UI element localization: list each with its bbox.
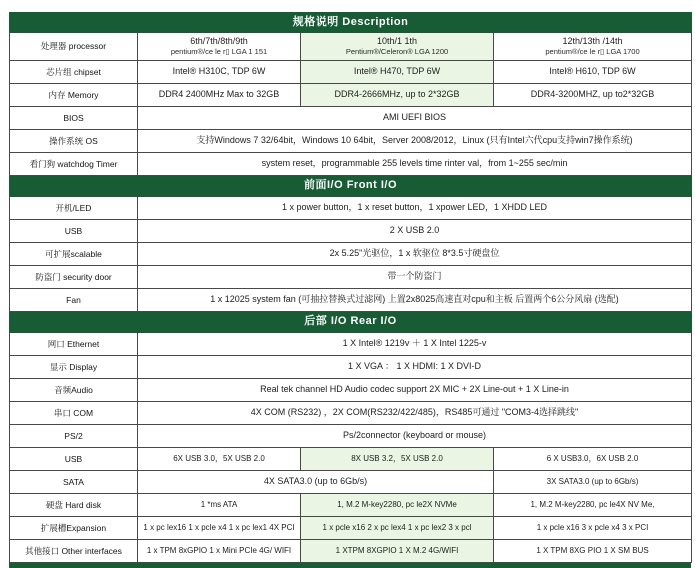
row-label-security-door: 防盗门 security door bbox=[10, 266, 138, 289]
row-label-power-led: 开机/LED bbox=[10, 197, 138, 220]
row-usb-rear bbox=[10, 448, 692, 471]
expansion-col2-cell: 1 x pcle x16 2 x pc lex4 1 x pc lex2 3 x pcl bbox=[301, 517, 494, 540]
row-label-chipset: 芯片组 chipset bbox=[10, 61, 138, 84]
row-expansion bbox=[10, 517, 692, 540]
usb-rear-col3-cell: 6 X USB3.0，6X USB 2.0 bbox=[494, 448, 692, 471]
row-label-audio: 音频Audio bbox=[10, 379, 138, 402]
row-label-sata: SATA bbox=[10, 471, 138, 494]
processor-gen10-line2: Pentium®/Celeron® LGA 1200 bbox=[345, 47, 449, 57]
row-label-expansion: 扩展槽Expansion bbox=[10, 517, 138, 540]
ethernet-value-cell: 1 X Intel® 1219v ＋ 1 X Intel 1225-v bbox=[138, 333, 692, 356]
bios-value-cell: AMI UEFI BIOS bbox=[138, 107, 692, 130]
row-scalable bbox=[10, 243, 692, 266]
processor-gen8-line1: 6th/7th/8th/9th bbox=[190, 36, 248, 47]
row-label-ps2: PS/2 bbox=[10, 425, 138, 448]
expansion-col1-cell: 1 x pc lex16 1 x pcle x4 1 x pc lex1 4X PCI bbox=[138, 517, 301, 540]
row-security-door bbox=[10, 266, 692, 289]
row-label-memory: 内存 Memory bbox=[10, 84, 138, 107]
display-value-cell: 1 X VGA ： 1 X HDMI: 1 X DVI-D bbox=[138, 356, 692, 379]
row-label-os: 操作系统 OS bbox=[10, 130, 138, 153]
row-label-com: 串口 COM bbox=[10, 402, 138, 425]
memory-ddr4-2400-cell: DDR4 2400MHz Max to 32GB bbox=[138, 84, 301, 107]
row-label-usb-rear: USB bbox=[10, 448, 138, 471]
row-label-processor: 处理器 processor bbox=[10, 33, 138, 61]
processor-gen12-line1: 12th/13th /14th bbox=[562, 36, 623, 47]
chipset-h610-cell: Intel® H610, TDP 6W bbox=[494, 61, 692, 84]
front-io-section-header: 前面I/O Front I/O bbox=[10, 176, 692, 197]
row-audio bbox=[10, 379, 692, 402]
row-other-interfaces bbox=[10, 540, 692, 563]
processor-gen10-cell bbox=[301, 33, 494, 61]
row-label-bios: BIOS bbox=[10, 107, 138, 130]
row-power-led bbox=[10, 197, 692, 220]
hard-disk-col3-cell: 1, M.2 M-key2280, pc le4X NV Me, bbox=[494, 494, 692, 517]
table-title: 规格说明 Description bbox=[10, 13, 692, 33]
row-ps2 bbox=[10, 425, 692, 448]
expansion-col3-cell: 1 x pcle x16 3 x pcle x4 3 x PCI bbox=[494, 517, 692, 540]
row-chipset bbox=[10, 61, 692, 84]
row-label-display: 显示 Display bbox=[10, 356, 138, 379]
hard-disk-col2-cell: 1, M.2 M-key2280, pc le2X NVMe bbox=[301, 494, 494, 517]
row-label-ethernet: 网口 Ethernet bbox=[10, 333, 138, 356]
spec-table bbox=[9, 12, 692, 563]
row-label-fan: Fan bbox=[10, 289, 138, 312]
ps2-value-cell: Ps/2connector (keyboard or mouse) bbox=[138, 425, 692, 448]
row-display bbox=[10, 356, 692, 379]
other-interfaces-col2-cell: 1 XTPM 8XGPIO 1 X M.2 4G/WIFI bbox=[301, 540, 494, 563]
os-value-cell: 支持Windows 7 32/64bit，Windows 10 64bit，Server 2008/2012，Linux (只有Intel六代cpu支持win7操作系统) bbox=[138, 130, 692, 153]
sata-col12-cell: 4X SATA3.0 (up to 6Gb/s) bbox=[138, 471, 494, 494]
rear-io-section-header: 后部 I/O Rear I/O bbox=[10, 312, 692, 333]
hard-disk-col1-cell: 1 *ms ATA bbox=[138, 494, 301, 517]
row-usb-front bbox=[10, 220, 692, 243]
other-interfaces-col1-cell: 1 x TPM 8xGPIO 1 x Mini PCIe 4G/ WIFI bbox=[138, 540, 301, 563]
usb-front-value-cell: 2 X USB 2.0 bbox=[138, 220, 692, 243]
audio-value-cell: Real tek channel HD Audio codec support 2X MIC + 2X Line-out + 1 X Line-in bbox=[138, 379, 692, 402]
processor-gen8-line2: pentium®/ce le r▯ LGA 1 151 bbox=[170, 47, 268, 57]
row-com bbox=[10, 402, 692, 425]
chipset-h470-cell: Intel® H470, TDP 6W bbox=[301, 61, 494, 84]
fan-value-cell: 1 x 12025 system fan (可抽拉替换式过滤网) 上置2x8025高速直对cpu和主板 后置两个6公分风扇 (选配) bbox=[138, 289, 692, 312]
other-interfaces-col3-cell: 1 X TPM 8XG PIO 1 X SM BUS bbox=[494, 540, 692, 563]
sata-col3-cell: 3X SATA3.0 (up to 6Gb/s) bbox=[494, 471, 692, 494]
row-ethernet bbox=[10, 333, 692, 356]
bottom-green-bar bbox=[9, 563, 691, 568]
usb-rear-col2-cell: 8X USB 3.2，5X USB 2.0 bbox=[301, 448, 494, 471]
memory-ddr4-3200-cell: DDR4-3200MHZ, up to2*32GB bbox=[494, 84, 692, 107]
watchdog-value-cell: system reset，programmable 255 levels time rinter val，from 1~255 sec/min bbox=[138, 153, 692, 176]
row-processor bbox=[10, 33, 692, 61]
row-fan bbox=[10, 289, 692, 312]
row-label-hard-disk: 硬盘 Hard disk bbox=[10, 494, 138, 517]
usb-rear-col1-cell: 6X USB 3.0，5X USB 2.0 bbox=[138, 448, 301, 471]
row-label-usb-front: USB bbox=[10, 220, 138, 243]
power-led-value-cell: 1 x power button，1 x reset button，1 xpower LED，1 XHDD LED bbox=[138, 197, 692, 220]
row-memory bbox=[10, 84, 692, 107]
security-door-value-cell: 带一个防盗门 bbox=[138, 266, 692, 289]
row-hard-disk bbox=[10, 494, 692, 517]
row-label-scalable: 可扩展scalable bbox=[10, 243, 138, 266]
row-label-watchdog: 看门狗 watchdog Timer bbox=[10, 153, 138, 176]
memory-ddr4-2666-cell: DDR4-2666MHz, up to 2*32GB bbox=[301, 84, 494, 107]
processor-gen8-cell bbox=[138, 33, 301, 61]
processor-gen12-line2: pentium®/ce le r▯ LGA 1700 bbox=[545, 47, 640, 57]
row-watchdog bbox=[10, 153, 692, 176]
row-bios bbox=[10, 107, 692, 130]
scalable-value-cell: 2x 5.25"光驱位，1 x 软驱位 8*3.5寸硬盘位 bbox=[138, 243, 692, 266]
processor-gen12-cell bbox=[494, 33, 692, 61]
row-sata bbox=[10, 471, 692, 494]
com-value-cell: 4X COM (RS232) ，2X COM(RS232/422/485)，RS485可通过 "COM3-4选择跳线" bbox=[138, 402, 692, 425]
processor-gen10-line1: 10th/1 1th bbox=[376, 36, 418, 47]
row-os bbox=[10, 130, 692, 153]
row-label-other-interfaces: 其他接口 Other interfaces bbox=[10, 540, 138, 563]
chipset-h310-cell: Intel® H310C, TDP 6W bbox=[138, 61, 301, 84]
